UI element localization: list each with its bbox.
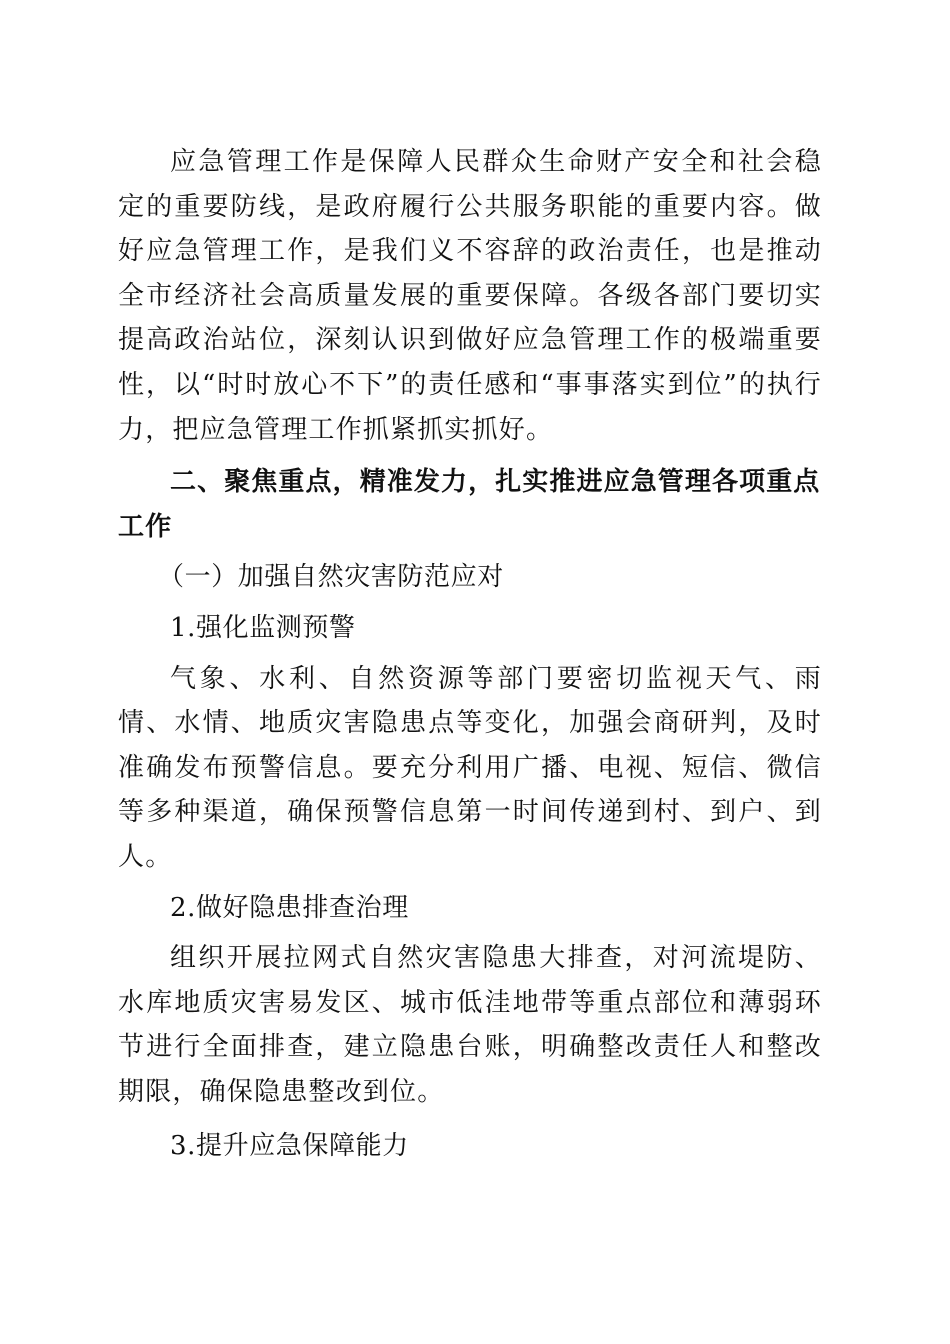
item-1-body: 气象、水利、自然资源等部门要密切监视天气、雨情、水情、地质灾害隐患点等变化，加强会商研判，及时准确发布预警信息。要充分利用广播、电视、短信、微信等多种渠道，确保预警信息第一时间传递到村、到户、到人。 bbox=[118, 663, 822, 872]
subsection-heading: （一）加强自然灾害防范应对 bbox=[158, 562, 504, 593]
item-2-body: 组织开展拉网式自然灾害隐患大排查，对河流堤防、水库地质灾害易发区、城市低洼地带等重点部位和薄弱环节进行全面排查，建立隐患台账，明确整改责任人和整改期限，确保隐患整改到位。 bbox=[118, 943, 822, 1107]
section-heading: 二、聚焦重点，精准发力，扎实推进应急管理各项重点工作 bbox=[118, 467, 821, 542]
item-3-title: 3.提升应急保障能力 bbox=[170, 1131, 409, 1162]
intro-paragraph: 应急管理工作是保障人民群众生命财产安全和社会稳定的重要防线，是政府履行公共服务职能的重要内容。做好应急管理工作，是我们义不容辞的政治责任，也是推动全市经济社会高质量发展的重要保障。各级各部门要切实提高政治站位，深刻认识到做好应急管理工作的极端重要性，以“时时放心不下”的责任感和“事事落实到位”的执行力，把应急管理工作抓紧抓实抓好。 bbox=[118, 147, 822, 445]
item-1-title: 1.强化监测预警 bbox=[170, 612, 356, 643]
item-2-title: 2.做好隐患排查治理 bbox=[170, 892, 409, 923]
document-body bbox=[118, 140, 822, 1169]
